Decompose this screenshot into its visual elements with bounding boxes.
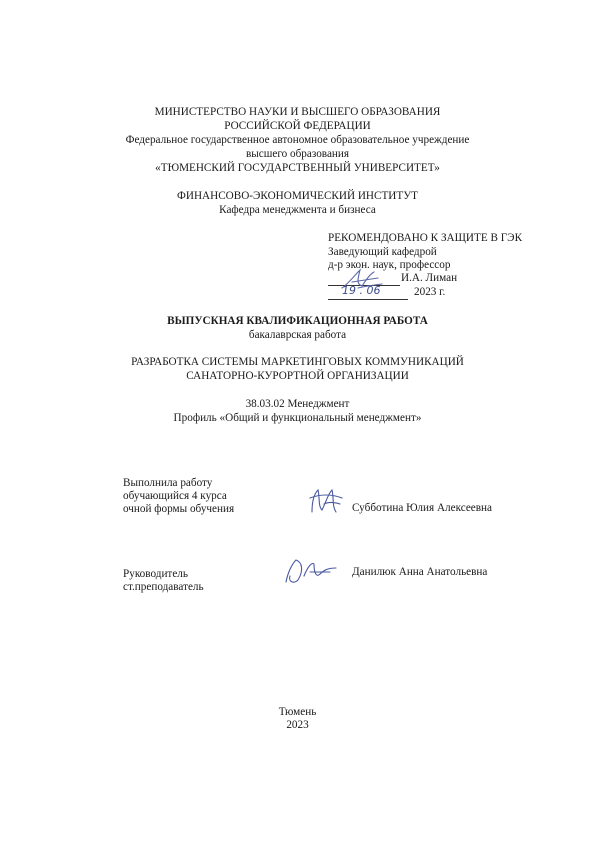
institution-line-2: высшего образования xyxy=(245,148,350,160)
supervisor-signature xyxy=(280,556,342,588)
work-subtype: бакалаврская работа xyxy=(248,329,347,341)
work-code: 38.03.02 Менеджмент xyxy=(245,398,350,410)
student-line-2: обучающийся 4 курса xyxy=(123,490,227,502)
student-line-1: Выполнила работу xyxy=(123,477,213,489)
ministry-line-1: МИНИСТЕРСТВО НАУКИ И ВЫСШЕГО ОБРАЗОВАНИЯ xyxy=(154,106,441,118)
supervisor-line-2: ст.преподаватель xyxy=(123,581,204,593)
footer-city: Тюмень xyxy=(278,706,317,718)
student-line-3: очной формы обучения xyxy=(123,503,235,515)
approval-head-role: Заведующий кафедрой xyxy=(328,246,437,258)
work-profile: Профиль «Общий и функциональный менеджмент» xyxy=(173,412,422,424)
supervisor-name: Данилюк Анна Анатольевна xyxy=(352,566,488,578)
work-title-line-2: САНАТОРНО-КУРОРТНОЙ ОРГАНИЗАЦИИ xyxy=(186,370,409,382)
work-title-line-1: РАЗРАБОТКА СИСТЕМЫ МАРКЕТИНГОВЫХ КОММУНИКАЦИЙ xyxy=(131,356,464,368)
student-name: Субботина Юлия Алексеевна xyxy=(352,502,493,514)
approval-head-name: И.А. Лиман xyxy=(401,272,458,284)
university-name: «ТЮМЕНСКИЙ ГОСУДАРСТВЕННЫЙ УНИВЕРСИТЕТ» xyxy=(155,162,440,174)
student-signature xyxy=(306,484,346,520)
institution-line-1: Федеральное государственное автономное образовательное учреждение xyxy=(125,134,470,146)
approval-year: 2023 г. xyxy=(414,286,446,298)
date-line xyxy=(328,299,408,300)
supervisor-line-1: Руководитель xyxy=(123,568,188,580)
ministry-line-2: РОССИЙСКОЙ ФЕДЕРАЦИИ xyxy=(224,120,371,132)
department-name: Кафедра менеджмента и бизнеса xyxy=(219,204,376,216)
work-type: ВЫПУСКНАЯ КВАЛИФИКАЦИОННАЯ РАБОТА xyxy=(167,315,428,327)
approval-title: РЕКОМЕНДОВАНО К ЗАЩИТЕ В ГЭК xyxy=(328,232,523,244)
footer-year: 2023 xyxy=(286,719,309,731)
institute-name: ФИНАНСОВО-ЭКОНОМИЧЕСКИЙ ИНСТИТУТ xyxy=(177,190,418,202)
handwritten-date: 19 . 06 xyxy=(342,284,381,297)
approval-head-degree: д-р экон. наук, профессор xyxy=(328,259,451,271)
